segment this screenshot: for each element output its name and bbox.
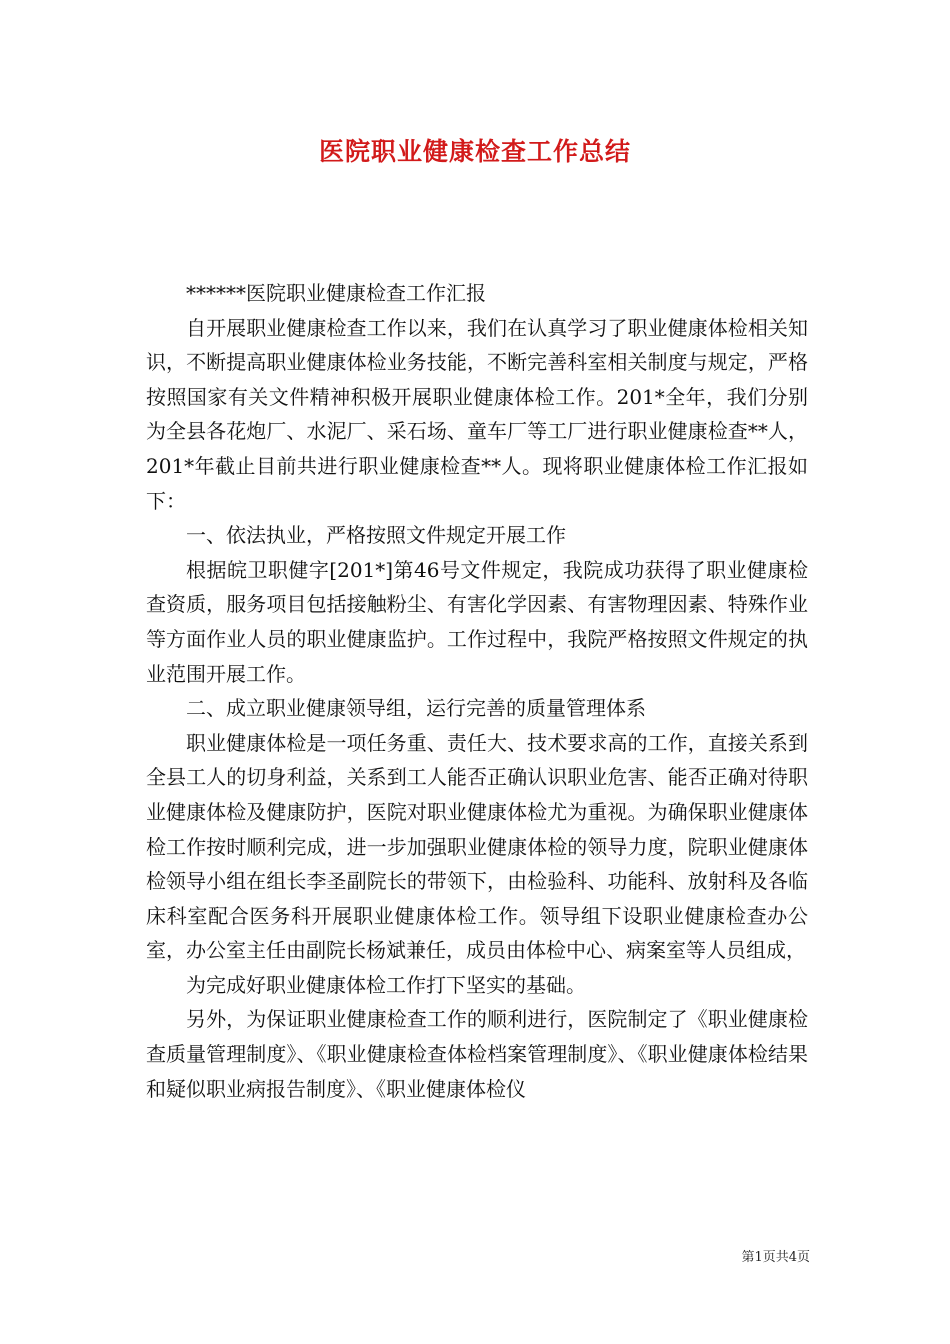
paragraph-foundation: 为完成好职业健康体检工作打下坚实的基础。 <box>186 972 586 997</box>
paragraph-section-1: 根据皖卫职健字[201*]第46号文件规定，我院成功获得了职业健康检查资质，服务项目包括接触粉尘、有害化学因素、有害物理因素、特殊作业等方面作业人员的职业健康监护。工作过程中，我院严格按照文件规定的执业范围开展工作。 <box>146 557 808 686</box>
paragraph-intro: 自开展职业健康检查工作以来，我们在认真学习了职业健康体检相关知识，不断提高职业健康体检业务技能，不断完善科室相关制度与规定，严格按照国家有关文件精神积极开展职业健康体检工作。201*全年，我们分别为全县各花炮厂、水泥厂、采石场、童车厂等工厂进行职业健康检查**人，201*年截止目前共进行职业健康检查**人。现将职业健康体检工作汇报如下： <box>146 315 808 513</box>
paragraph-regulations: 另外，为保证职业健康检查工作的顺利进行，医院制定了《职业健康检查质量管理制度》、《职业健康检查体检档案管理制度》、《职业健康体检结果和疑似职业病报告制度》、《职业健康体检仪 <box>146 1007 808 1101</box>
document-title: 医院职业健康检查工作总结 <box>318 137 631 166</box>
page-number: 第1页共4页 <box>741 1250 810 1265</box>
document-body <box>146 276 808 1106</box>
section-heading-2: 二、成立职业健康领导组，运行完善的质量管理体系 <box>186 696 646 721</box>
paragraph-section-2: 职业健康体检是一项任务重、责任大、技术要求高的工作，直接关系到全县工人的切身利益，关系到工人能否正确认识职业危害、能否正确对待职业健康体检及健康防护，医院对职业健康体检尤为重视。为确保职业健康体检工作按时顺利完成，进一步加强职业健康体检的领导力度，院职业健康体检领导小组在组长李圣副院长的带领下，由检验科、功能科、放射科及各临床科室配合医务科开展职业健康体检工作。领导组下设职业健康检查办公室，办公室主任由副院长杨斌兼任，成员由体检中心、病案室等人员组成， <box>146 730 808 963</box>
section-heading-1: 一、依法执业，严格按照文件规定开展工作 <box>186 523 566 548</box>
paragraph-heading: ******医院职业健康检查工作汇报 <box>186 281 486 305</box>
